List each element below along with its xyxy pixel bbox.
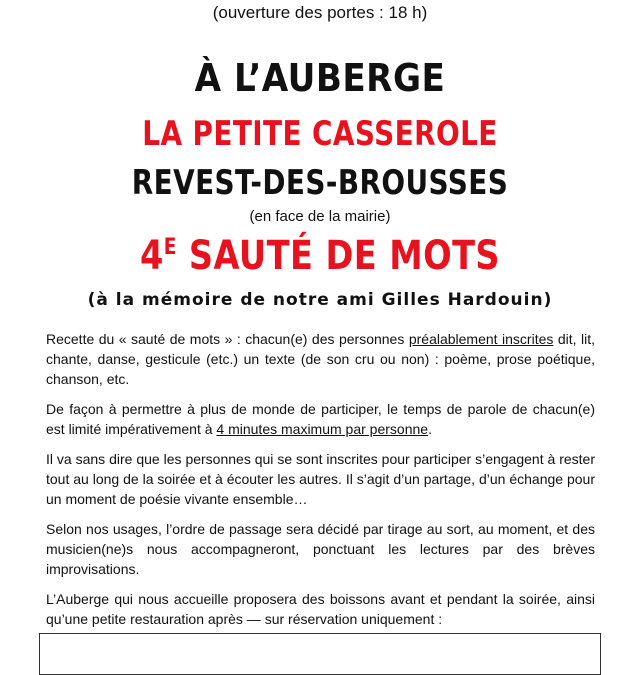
body-paragraph — [46, 449, 595, 509]
title-auberge: À L’AUBERGE — [194, 56, 446, 100]
location-note: (en face de la mairie) — [249, 208, 391, 225]
paragraph-text: Selon nos usages, l’ordre de passage sera décidé par tirage au sort, au moment, et des musicien(ne)s nous accompagneront, ponctuant les lectures par des brèves improvisations. — [46, 521, 595, 577]
memorial-subtitle: (à la mémoire de notre ami Gilles Hardouin) — [87, 290, 553, 310]
paragraph-text: De façon à permettre à plus de monde de participer, le temps de parole de chacun(e) est limité impérativement à — [46, 401, 595, 437]
underlined-text: 4 minutes maximum par personne — [216, 421, 429, 437]
event-name: SAUTÉ DE MOTS — [176, 233, 501, 279]
body-paragraph — [46, 329, 595, 389]
paragraph-text: Recette du « sauté de mots » : chacun(e) des personnes — [46, 331, 409, 347]
event-ordinal-suffix: E — [163, 235, 177, 260]
title-village: REVEST-DES-BROUSSES — [131, 163, 509, 203]
underlined-text: préalablement inscrites — [408, 331, 554, 347]
reservation-box — [39, 633, 601, 675]
event-number: 4 — [139, 233, 164, 279]
event-title — [51, 233, 589, 279]
doors-opening-time: (ouverture des portes : 18 h) — [212, 3, 428, 22]
body-paragraph — [46, 589, 595, 629]
body-paragraph — [46, 399, 595, 439]
paragraph-text: . — [428, 421, 432, 437]
body-text — [46, 329, 595, 639]
paragraph-text: dit, lit, chante, danse, gesticule (etc.) un texte (de son cru ou non) : poème, prose poétique, chanson, etc. — [46, 331, 595, 387]
paragraph-text: Il va sans dire que les personnes qui se sont inscrites pour participer s’engagent à rester tout au long de la soirée et à écouter les autres. Il s’agit d’un partage, d’un échange pour un moment de poésie vivante ensemble… — [46, 451, 595, 507]
body-paragraph — [46, 519, 595, 579]
title-restaurant-name: LA PETITE CASSEROLE — [142, 114, 498, 154]
paragraph-text: L’Auberge qui nous accueille proposera des boissons avant et pendant la soirée, ainsi qu’une petite restauration après — sur réservation uniquement : — [46, 591, 595, 627]
